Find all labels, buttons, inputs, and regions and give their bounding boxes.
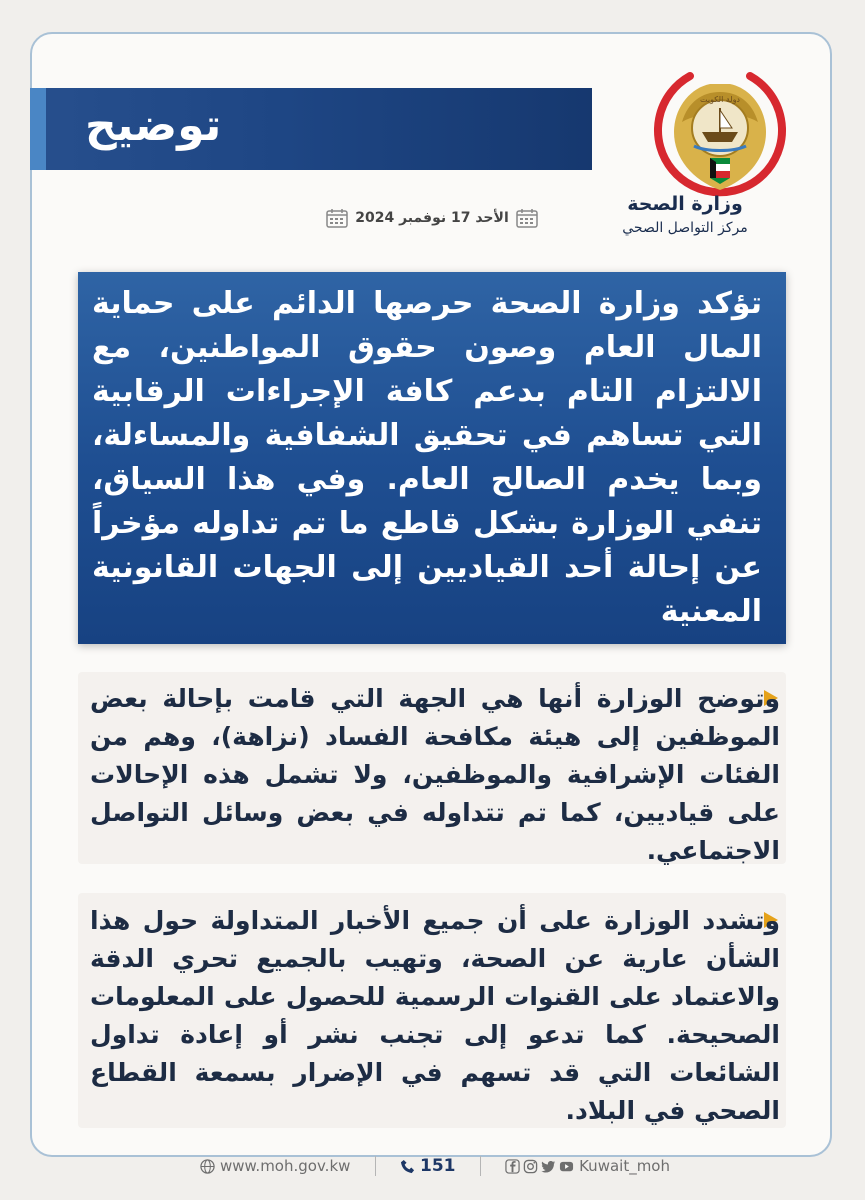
social-handle: Kuwait_moh — [579, 1157, 670, 1175]
footer — [200, 1152, 670, 1180]
center-name: مركز التواصل الصحي — [622, 220, 748, 236]
calendar-icon — [326, 208, 348, 228]
kuwait-emblem-icon — [652, 62, 788, 198]
globe-icon — [200, 1159, 215, 1174]
paragraph-2: وتشدد الوزارة على أن جميع الأخبار المتداولة حول هذا الشأن عارية عن الصحة، وتهيب بالجميع تحري الدقة والاعتماد على القنوات الرسمية للحصول على المعلومات الصحيحة. كما تدعو إلى تجنب نشر أو إعادة تداول الشائعات التي قد تسهم في الإضرار بسمعة القطاع الصحي في البلاد. — [90, 906, 780, 1125]
main-statement: تؤكد وزارة الصحة حرصها الدائم على حماية المال العام وصون حقوق المواطنين، مع الالتزام التام بدعم كافة الإجراءات الرقابية التي تساهم في تحقيق الشفافية والمساءلة، وبما يخدم الصالح العام. وفي هذا السياق، تنفي الوزارة بشكل قاطع ما تم تداوله مؤخراً عن إحالة أحد القياديين إلى الجهات القانونية المعنية — [92, 286, 762, 629]
facebook-icon[interactable] — [505, 1159, 520, 1174]
youtube-icon[interactable] — [559, 1159, 574, 1174]
paragraph-1: وتوضح الوزارة أنها هي الجهة التي قامت بإحالة بعض الموظفين إلى هيئة مكافحة الفساد (نزاهة)، وهم من الفئات الإشرافية والموظفين، ولا تشمل هذه الإحالات على قياديين، كما تم تتداوله في بعض وسائل التواصل الاجتماعي. — [90, 684, 780, 865]
hotline-number: 151 — [420, 1156, 456, 1176]
calendar-icon — [516, 208, 538, 228]
footer-website[interactable] — [200, 1157, 350, 1175]
footer-social[interactable] — [505, 1157, 670, 1175]
footer-hotline[interactable] — [400, 1156, 456, 1176]
page-title: توضيح — [85, 100, 222, 151]
ministry-logo — [652, 62, 788, 198]
emblem-text: دولة الكويت — [700, 95, 740, 104]
phone-icon — [400, 1159, 415, 1174]
instagram-icon[interactable] — [523, 1159, 538, 1174]
statement-date: الأحد 17 نوفمبر 2024 — [355, 210, 509, 226]
footer-divider — [480, 1156, 481, 1176]
footer-divider — [375, 1156, 376, 1176]
date-row — [326, 206, 538, 230]
twitter-icon[interactable] — [541, 1159, 556, 1174]
ministry-name: وزارة الصحة — [627, 193, 743, 215]
website-url: www.moh.gov.kw — [220, 1157, 351, 1175]
